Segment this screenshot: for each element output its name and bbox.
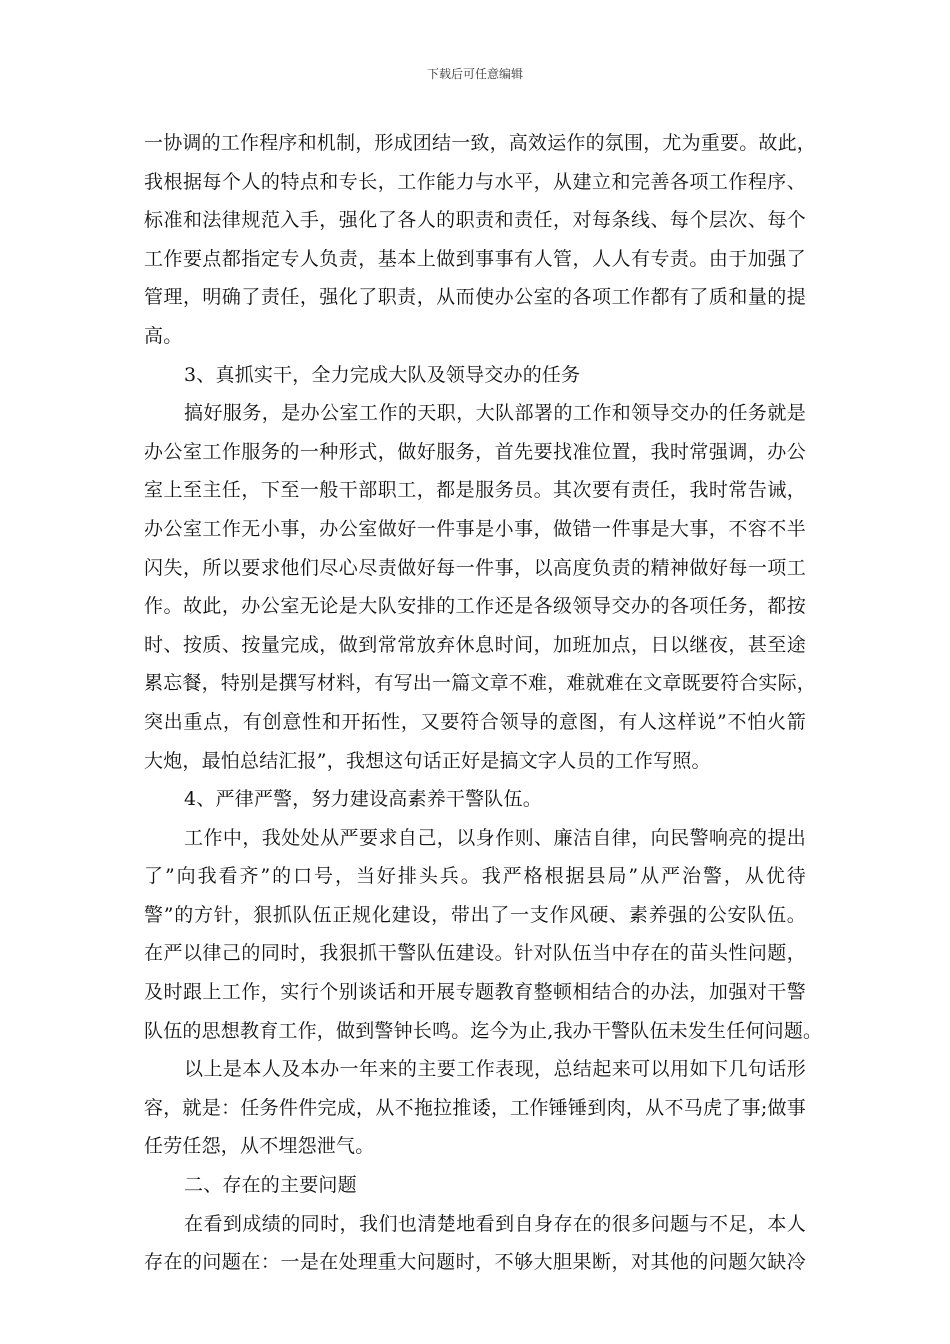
header-text: 下载后可任意编辑 bbox=[426, 67, 523, 81]
text-line: 警”的方针，狠抓队伍正规化建设，带出了一支作风硬、素养强的公安队伍。 bbox=[144, 903, 806, 926]
page-header bbox=[0, 66, 950, 82]
text-line: 在看到成绩的同时，我们也清楚地看到自身存在的很多问题与不足，本人 bbox=[184, 1212, 806, 1235]
text-line: 闪失，所以要求他们尽心尽责做好每一件事，以高度负责的精神做好每一项工 bbox=[144, 556, 806, 579]
text-line: 管理，明确了责任，强化了职责，从而使办公室的各项工作都有了质和量的提 bbox=[144, 286, 806, 309]
text-line: 在严以律己的同时，我狠抓干警队伍建设。针对队伍当中存在的苗头性问题， bbox=[144, 942, 806, 965]
text-line: 高。 bbox=[144, 324, 183, 347]
text-line: 队伍的思想教育工作，做到警钟长鸣。迄今为止,我办干警队伍未发生任何问题。 bbox=[144, 1019, 823, 1042]
text-line: 办公室工作无小事，办公室做好一件事是小事，做错一件事是大事，不容不半 bbox=[144, 517, 806, 540]
text-line: 搞好服务，是办公室工作的天职，大队部署的工作和领导交办的任务就是 bbox=[184, 402, 806, 425]
text-line: 容，就是：任务件件完成，从不拖拉推诿，工作锤锤到肉，从不马虎了事;做事 bbox=[144, 1096, 806, 1119]
text-line: 4、严律严警，努力建设高素养干警队伍。 bbox=[184, 788, 542, 811]
text-line: 工作中，我处处从严要求自己，以身作则、廉洁自律，向民警响亮的提出 bbox=[184, 826, 806, 849]
text-line: 标准和法律规范入手，强化了各人的职责和责任，对每条线、每个层次、每个 bbox=[144, 209, 806, 232]
text-line: 室上至主任，下至一般干部职工，都是服务员。其次要有责任，我时常告诫， bbox=[144, 479, 806, 502]
text-line: 累忘餐，特别是撰写材料，有写出一篇文章不难，难就难在文章既要符合实际， bbox=[144, 672, 817, 695]
text-line: 二、存在的主要问题 bbox=[184, 1174, 357, 1197]
text-line: 及时跟上工作，实行个别谈话和开展专题教育整顿相结合的办法，加强对干警 bbox=[144, 981, 806, 1004]
text-line: 工作要点都指定专人负责，基本上做到事事有人管，人人有专责。由于加强了 bbox=[144, 247, 806, 270]
text-line: 一协调的工作程序和机制，形成团结一致，高效运作的氛围，尤为重要。故此， bbox=[144, 132, 817, 154]
text-line: 以上是本人及本办一年来的主要工作表现，总结起来可以用如下几句话形 bbox=[184, 1058, 806, 1081]
text-line: 时、按质、按量完成，做到常常放弃休息时间，加班加点，日以继夜，甚至途 bbox=[144, 633, 806, 656]
document-body bbox=[144, 124, 823, 1282]
text-line: 任劳任怨，从不埋怨泄气。 bbox=[144, 1135, 375, 1158]
text-line: 突出重点，有创意性和开拓性，又要符合领导的意图，有人这样说”不怕火箭 bbox=[144, 710, 806, 733]
text-line: 办公室工作服务的一种形式，做好服务，首先要找准位置，我时常强调，办公 bbox=[144, 440, 806, 463]
text-line: 大炮，最怕总结汇报”，我想这句话正好是搞文字人员的工作写照。 bbox=[144, 749, 711, 772]
text-line: 存在的问题在：一是在处理重大问题时，不够大胆果断，对其他的问题欠缺冷 bbox=[144, 1251, 806, 1274]
text-line: 了”向我看齐”的口号，当好排头兵。我严格根据县局”从严治警，从优待 bbox=[144, 865, 806, 888]
text-line: 3、真抓实干，全力完成大队及领导交办的任务 bbox=[184, 363, 581, 386]
text-line: 作。故此，办公室无论是大队安排的工作还是各级领导交办的各项任务，都按 bbox=[144, 595, 806, 618]
text-line: 我根据每个人的特点和专长，工作能力与水平，从建立和完善各项工作程序、 bbox=[144, 170, 806, 193]
